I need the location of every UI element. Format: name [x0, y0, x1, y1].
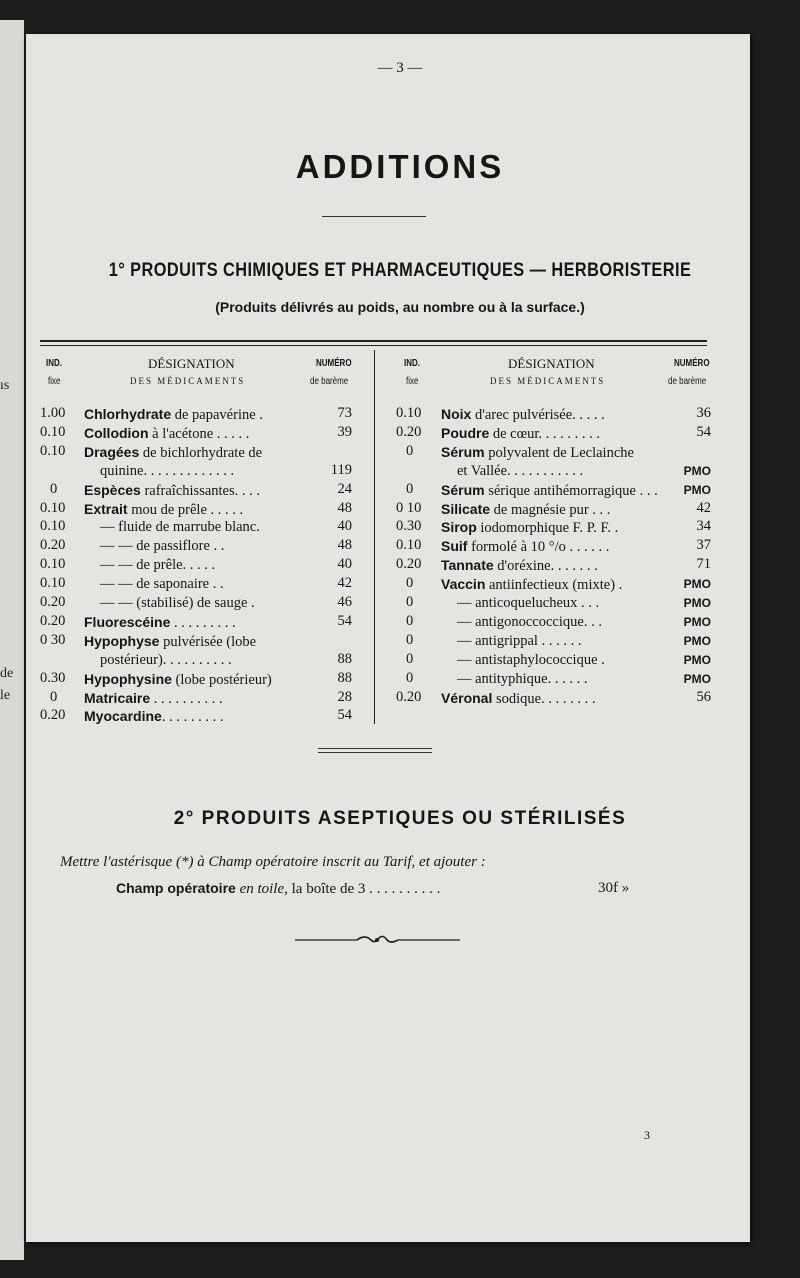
row-ind: 0.30 [396, 518, 422, 535]
header-designation: DÉSIGNATION [508, 356, 595, 371]
row-ind: 0.10 [40, 575, 66, 592]
item-name: Vaccin [441, 576, 486, 593]
item-description: rafraîchissantes. . . . [140, 482, 261, 499]
row-number: 54 [337, 707, 352, 724]
row-ind: 0.30 [40, 669, 66, 686]
item-name: Véronal [441, 689, 493, 706]
row-number: 88 [337, 650, 352, 667]
section1-heading: 1° PRODUITS CHIMIQUES ET PHARMACEUTIQUES — HERBORISTERIE [108, 260, 692, 281]
item-name: Dragées [84, 443, 140, 460]
item-name: Matricaire [84, 689, 151, 706]
margin-fragment: le [0, 688, 11, 703]
item-description: — antistaphylococcique . [457, 651, 605, 668]
row-number: 56 [696, 688, 711, 705]
row-ind: 0.20 [40, 537, 66, 554]
table-row [84, 689, 223, 708]
row-ind: 0.20 [396, 556, 422, 573]
table-row [84, 443, 262, 462]
row-ind: 0 [406, 669, 414, 686]
item-name: Chlorhydrate [84, 406, 172, 422]
table-row [441, 556, 598, 575]
footer-number: 3 [644, 1128, 650, 1142]
item-name: Hypophysine [84, 670, 172, 687]
row-number: PMO [683, 633, 711, 648]
item-description: — antigrippal . . . . . . [457, 632, 582, 649]
section2-heading: 2° PRODUITS ASEPTIQUES OU STÉRILISÉS [173, 808, 627, 829]
row-ind: 0 [406, 575, 414, 592]
margin-fragment: de [0, 666, 14, 681]
row-number: PMO [683, 614, 711, 629]
row-ind: 0 [406, 442, 414, 459]
item-description: — — de passiflore . . [100, 538, 225, 555]
table-top-rule [40, 340, 707, 346]
row-ind: 0 [406, 650, 414, 667]
adjacent-page-edge [0, 20, 24, 1260]
header-fixe: fixe [48, 376, 61, 387]
item-description: polyvalent de Leclainche [484, 444, 634, 461]
table-row [84, 500, 243, 519]
champ-text: la boîte de 3 . . . . . . . . . . [287, 881, 441, 897]
header-des-medicaments: DES MÉDICAMENTS [130, 376, 246, 386]
table-row [441, 424, 600, 443]
row-number: 119 [330, 461, 352, 478]
table-row [441, 575, 622, 594]
table-row [100, 462, 234, 480]
row-number: 40 [337, 556, 352, 573]
table-row [84, 405, 263, 424]
header-numero: NUMÉRO [316, 358, 352, 369]
row-number: PMO [683, 652, 711, 667]
table-row [441, 689, 595, 708]
item-description: de bichlorhydrate de [139, 444, 263, 461]
row-ind: 0.10 [40, 442, 66, 459]
table-row [100, 556, 215, 574]
item-description: — anticoquelucheux . . . [457, 595, 600, 611]
item-name: Sérum [441, 481, 485, 498]
row-number: 73 [337, 405, 352, 421]
item-name: Suif [441, 538, 468, 555]
row-number: 48 [337, 537, 352, 554]
row-ind: 0.10 [40, 556, 66, 573]
row-number: 39 [337, 423, 352, 440]
header-numero: NUMÉRO [674, 358, 710, 369]
table-row [100, 594, 255, 612]
table-row [457, 594, 599, 612]
header-des-medicaments: DES MÉDICAMENTS [490, 376, 606, 386]
row-number: 24 [337, 480, 352, 497]
table-row [457, 670, 588, 688]
table-row [84, 632, 256, 651]
header-fixe: fixe [406, 376, 419, 387]
row-number: 71 [696, 556, 711, 573]
item-description: iodomorphique F. P. F. . [476, 520, 619, 537]
row-number: 34 [696, 518, 711, 535]
item-description: de papavérine . [171, 407, 263, 423]
row-ind: 0.20 [396, 423, 422, 440]
row-ind: 0.10 [40, 518, 66, 535]
table-row [441, 405, 605, 424]
table-row [100, 575, 224, 593]
table-row [457, 632, 581, 650]
row-number: 40 [337, 518, 352, 535]
row-number: 28 [337, 688, 352, 705]
item-name: Hypophyse [84, 632, 160, 649]
item-name: Extrait [84, 500, 128, 517]
row-ind: 0.20 [40, 594, 66, 610]
row-ind: 0.20 [40, 707, 66, 724]
header-de-bareme: de barème [310, 376, 349, 387]
item-description: pulvérisée (lobe [159, 633, 257, 650]
section-separator [318, 748, 432, 753]
item-description: postérieur). . . . . . . . . . [100, 651, 232, 668]
item-name: Silicate [441, 500, 491, 517]
item-description: formolé à 10 °/o . . . . . . [467, 539, 610, 556]
header-ind: IND. [404, 358, 420, 369]
table-row [84, 707, 223, 726]
item-name: Sirop [441, 519, 477, 536]
item-description: antiinfectieux (mixte) . [485, 577, 623, 594]
table-row [100, 537, 224, 555]
page-number: — 3 — [377, 60, 423, 76]
item-description: et Vallée. . . . . . . . . . . [457, 462, 584, 479]
table-row [100, 518, 260, 536]
row-number: PMO [683, 463, 711, 478]
item-description: . . . . . . . . . [161, 709, 224, 726]
table-row [84, 613, 236, 632]
row-number: PMO [683, 671, 711, 686]
item-description: d'oréxine. . . . . . . [493, 558, 598, 575]
item-description: — — de prêle. . . . . [100, 557, 216, 574]
row-ind: 0.10 [396, 405, 422, 421]
table-row [441, 500, 610, 519]
item-description: — fluide de marrube blanc. [100, 519, 260, 536]
item-description: mou de prêle . . . . . [127, 501, 244, 518]
row-number: PMO [683, 482, 711, 497]
item-description: (lobe postérieur) [171, 671, 272, 688]
header-ind: IND. [46, 358, 62, 369]
row-ind: 0 [406, 612, 414, 629]
item-description: de cœur. . . . . . . . . [489, 425, 600, 442]
champ-bold: Champ opératoire [116, 880, 236, 896]
table-row [100, 651, 232, 669]
table-row [84, 481, 260, 500]
item-description: sérique antihémorragique . . . [484, 482, 658, 499]
item-description: à l'acétone . . . . . [148, 425, 250, 442]
margin-fragment: ıs [0, 378, 10, 393]
row-number: 54 [337, 612, 352, 629]
column-divider [374, 350, 375, 724]
row-ind: 0 [406, 480, 414, 497]
item-description: sodique. . . . . . . . [492, 690, 596, 707]
item-description: — antityphique. . . . . . [457, 670, 588, 687]
table-row [457, 651, 605, 669]
row-ind: 1.00 [40, 405, 66, 421]
section2-instruction: Mettre l'astérisque (*) à Champ opératoire inscrit au Tarif, et ajouter : [60, 854, 486, 870]
row-number: PMO [683, 596, 711, 610]
row-ind: 0.10 [40, 499, 66, 516]
item-name: Sérum [441, 443, 485, 460]
table-row [84, 670, 272, 689]
row-number: 36 [696, 405, 711, 421]
item-description: quinine. . . . . . . . . . . . . [100, 462, 235, 479]
item-name: Myocardine [84, 708, 162, 725]
row-number: 54 [696, 423, 711, 440]
table-row [84, 424, 249, 443]
item-description: — antigonoccoccique. . . [457, 613, 602, 630]
ornament-divider [295, 930, 460, 950]
row-ind: 0 [406, 631, 414, 648]
header-de-bareme: de barème [668, 376, 707, 387]
row-ind: 0 [50, 688, 58, 705]
row-ind: 0.20 [396, 688, 422, 705]
item-name: Tannate [441, 557, 494, 574]
row-number: 37 [696, 537, 711, 554]
row-number: 88 [337, 669, 352, 686]
row-ind: 0 [50, 480, 58, 497]
row-ind: 0 [406, 594, 414, 610]
item-name: Noix [441, 406, 472, 422]
row-ind: 0 30 [40, 631, 66, 648]
champ-line [116, 880, 630, 898]
row-ind: 0.10 [396, 537, 422, 554]
item-description: — — de saponaire . . [100, 576, 224, 593]
title-rule [322, 216, 426, 217]
item-description: — — (stabilisé) de sauge . [100, 595, 255, 611]
table-row [457, 462, 583, 480]
item-description: de magnésie pur . . . [490, 501, 611, 518]
item-name: Espèces [84, 481, 141, 498]
item-description: . . . . . . . . . . [150, 690, 223, 707]
table-row [441, 481, 658, 500]
row-number: 42 [696, 499, 711, 516]
page-title: ADDITIONS [295, 148, 505, 185]
champ-italic: en toile, [235, 881, 288, 897]
champ-price: 30f » [598, 880, 630, 896]
table-row [441, 537, 609, 556]
row-number: PMO [683, 577, 711, 592]
row-ind: 0.10 [40, 423, 66, 440]
row-number: 48 [337, 499, 352, 516]
table-row [441, 518, 618, 537]
item-description: d'arec pulvérisée. . . . . [471, 407, 605, 423]
row-ind: 0.20 [40, 612, 66, 629]
item-name: Fluorescéine [84, 613, 171, 630]
row-number: 42 [337, 575, 352, 592]
table-row [457, 613, 602, 631]
header-designation: DÉSIGNATION [148, 356, 235, 371]
row-ind: 0 10 [396, 499, 422, 516]
item-name: Collodion [84, 424, 149, 441]
row-number: 46 [337, 594, 352, 610]
item-description: . . . . . . . . . [170, 614, 236, 631]
item-name: Poudre [441, 424, 490, 441]
table-row [441, 443, 634, 462]
section1-subtitle: (Produits délivrés au poids, au nombre ou à la surface.) [215, 299, 585, 315]
